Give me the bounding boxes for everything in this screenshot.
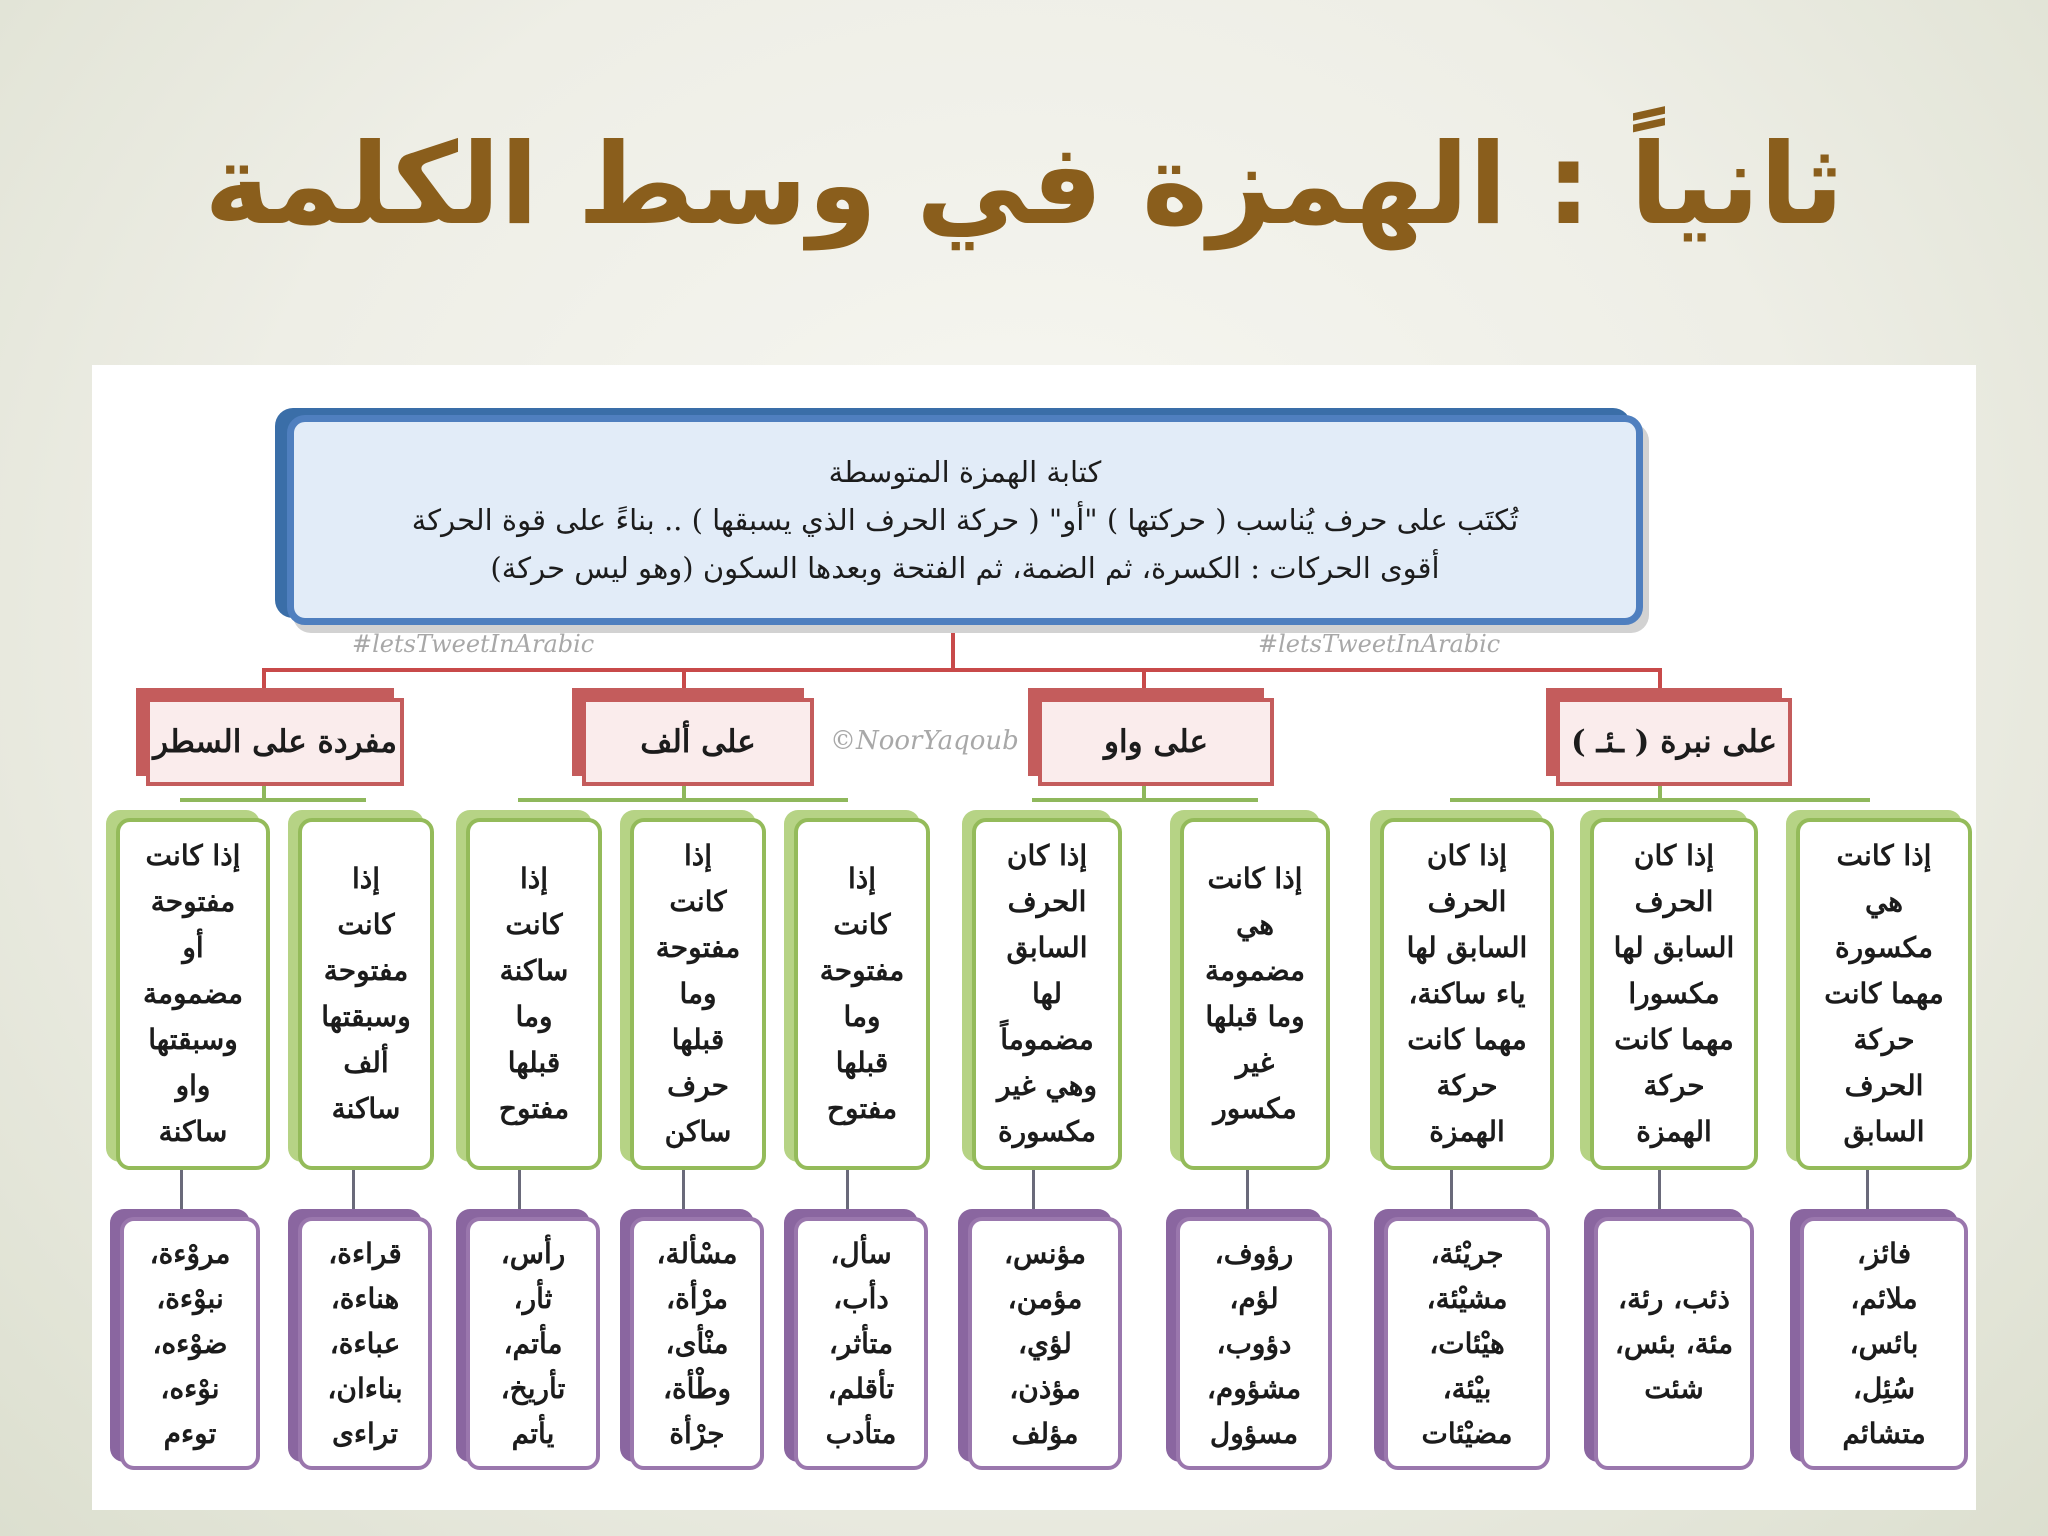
connector-v6: [846, 1170, 849, 1217]
examples-alif-3: رأس، ثأر، مأتم، تأريخ، يأتم: [466, 1217, 600, 1470]
condition-alif-2: إذا كانت مفتوحة وما قبلها حرف ساكن: [630, 818, 766, 1170]
connector-cat-alif: [682, 668, 686, 698]
condition-waw-1: إذا كانت هي مضمومة وما قبلها غير مكسور: [1180, 818, 1330, 1170]
connector-v8: [518, 1170, 521, 1217]
examples-line-2: مروْءة، نبوْءة، ضوْءه، نوْءه، توءم: [120, 1217, 260, 1470]
connector-green-stem-line: [262, 786, 266, 800]
connector-v5: [1032, 1170, 1035, 1217]
condition-line-1: إذا كانت مفتوحة وسبقتها ألف ساكنة: [298, 818, 434, 1170]
connector-green-stem-waw: [1142, 786, 1146, 800]
connector-green-stem-alif: [682, 786, 686, 800]
header-strength: أقوى الحركات : الكسرة، ثم الضمة، ثم الفتحة وبعدها السكون (وهو ليس حركة): [490, 551, 1440, 585]
connector-v7: [682, 1170, 685, 1217]
connector-v2: [1658, 1170, 1661, 1217]
header-rule: تُكتَب على حرف يُناسب ( حركتها ) "أو" ( حركة الحرف الذي يسبقها ) .. بناءً على قوة الحركة: [411, 503, 1519, 537]
condition-nabra-2: إذا كان الحرف السابق لها مكسورا مهما كانت حركة الهمزة: [1590, 818, 1758, 1170]
connector-v1: [1866, 1170, 1869, 1217]
condition-nabra-1: إذا كانت هي مكسورة مهما كانت حركة الحرف السابق: [1796, 818, 1972, 1170]
condition-line-2: إذا كانت مفتوحة أو مضمومة وسبقتها واو ساكنة: [116, 818, 270, 1170]
connector-v4: [1246, 1170, 1249, 1217]
examples-nabra-3: جريْئة، مشيْئة، هيْئات، بيْئة، مضيْئات: [1384, 1217, 1550, 1470]
header-box: [287, 415, 1643, 625]
examples-nabra-1: فائز، ملائم، بائس، سُئِل، متشائم: [1800, 1217, 1968, 1470]
examples-nabra-2: ذئب، رئة، مئة، بئس، شئت: [1594, 1217, 1754, 1470]
connector-cat-waw: [1142, 668, 1146, 698]
header-title: كتابة الهمزة المتوسطة: [828, 455, 1102, 489]
category-nabra: على نبرة ( ـئـ ): [1556, 698, 1792, 786]
examples-waw-2: مؤنس، مؤمن، لؤي، مؤذن، مؤلف: [968, 1217, 1122, 1470]
slide-title: ثانياً : الهمزة في وسط الكلمة: [204, 120, 1844, 250]
connector-cat-line: [262, 668, 266, 698]
connector-category-bar: [262, 668, 1662, 672]
connector-main-down: [951, 625, 955, 670]
examples-alif-1: سأل، دأب، متأثر، تأقلم، متأدب: [794, 1217, 928, 1470]
connector-cat-nabra: [1658, 668, 1662, 698]
examples-line-1: قراءة، هناءة، عباءة، بناءان، تراءى: [298, 1217, 432, 1470]
watermark-hashtag-right: #letsTweetInArabic: [1258, 630, 1501, 658]
connector-green-line: [180, 798, 366, 802]
examples-alif-2: مسْألة، مرْأة، منْأى، وطْأة، جرْأة: [630, 1217, 764, 1470]
connector-v3: [1450, 1170, 1453, 1217]
connector-v10: [180, 1170, 183, 1217]
category-alif: على ألف: [582, 698, 814, 786]
category-on-line: مفردة على السطر: [146, 698, 404, 786]
condition-nabra-3: إذا كان الحرف السابق لها ياء ساكنة، مهما كانت حركة الهمزة: [1380, 818, 1554, 1170]
condition-alif-3: إذا كانت ساكنة وما قبلها مفتوح: [466, 818, 602, 1170]
condition-waw-2: إذا كان الحرف السابق لها مضموماً وهي غير مكسورة: [972, 818, 1122, 1170]
watermark-hashtag-left: #letsTweetInArabic: [352, 630, 595, 658]
category-waw: على واو: [1038, 698, 1274, 786]
connector-v9: [352, 1170, 355, 1217]
watermark-author: ©NoorYaqoub: [830, 726, 1019, 756]
examples-waw-1: رؤوف، لؤم، دؤوب، مشؤوم، مسؤول: [1176, 1217, 1332, 1470]
connector-green-stem-nabra: [1658, 786, 1662, 800]
condition-alif-1: إذا كانت مفتوحة وما قبلها مفتوح: [794, 818, 930, 1170]
